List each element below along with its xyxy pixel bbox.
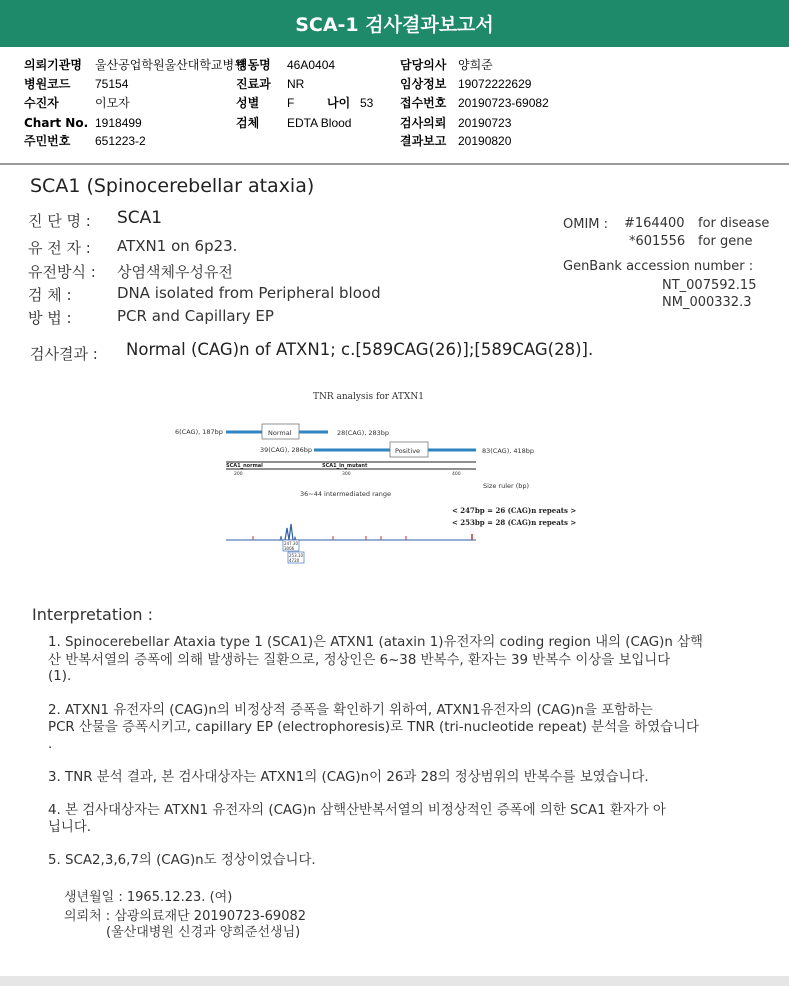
hdr-label-specimen: 검체 xyxy=(236,116,260,130)
bar-normal-label: SCA1_normal xyxy=(226,463,263,469)
hdr-value-clinical-info: 19072222629 xyxy=(458,77,532,91)
result-value: Normal (CAG)n of ATXN1; c.[589CAG(26)];[589CAG(28)]. xyxy=(126,340,594,359)
genbank-accession-2: NM_000332.3 xyxy=(662,295,752,310)
hdr-value-accession: 20190723-69082 xyxy=(458,96,549,110)
label-39cag: 39(CAG), 286bp xyxy=(260,446,313,454)
interp-item-2-line-1: 2. ATXN1 유전자의 (CAG)n의 비정상적 증폭을 확인하기 위하여, ATXN1유전자의 (CAG)n을 포함하는 xyxy=(48,703,653,718)
repeat-result-1: < 247bp = 26 (CAG)n repeats > xyxy=(452,506,577,515)
genbank-label: GenBank accession number : xyxy=(563,259,754,274)
positive-box-label: Positive xyxy=(395,447,421,455)
hdr-value-age: 53 xyxy=(360,96,374,110)
label-6cag: 6(CAG), 187bp xyxy=(175,428,223,436)
ruler-tick-200: 200 xyxy=(234,472,243,477)
peak-26cag xyxy=(285,528,289,540)
interp-item-4-line-1: 4. 본 검사대상자는 ATXN1 유전자의 (CAG)n 삼핵산반복서열의 비정상적인 증폭에 의한 SCA1 환자가 아 xyxy=(48,803,666,818)
hdr-label-hospital-code: 병원코드 xyxy=(24,77,71,91)
gene-value: ATXN1 on 6p23. xyxy=(117,237,238,255)
genbank-accession-1: NT_007592.15 xyxy=(662,278,757,293)
hdr-label-ward: 병동명 xyxy=(236,58,271,72)
interpretation-heading: Interpretation : xyxy=(32,605,153,624)
hdr-label-age: 나이 xyxy=(327,96,351,110)
referring-physician-note: (울산대병원 신경과 양희준선생님) xyxy=(106,925,301,940)
tnr-analysis-figure xyxy=(170,385,610,575)
figure-title: TNR analysis for ATXN1 xyxy=(313,392,424,402)
label-28cag: 28(CAG), 283bp xyxy=(337,429,390,437)
hdr-value-request-date: 20190723 xyxy=(458,116,512,130)
normal-box-label: Normal xyxy=(268,429,292,437)
hdr-value-resident-no: 651223-2 xyxy=(95,134,146,148)
header-divider xyxy=(0,163,789,165)
hdr-label-request-date: 검사의뢰 xyxy=(400,116,447,130)
omim-disease-note: for disease xyxy=(698,216,770,231)
referral-note: 의뢰처 : 삼광의료재단 20190723-69082 xyxy=(64,909,307,924)
ruler-tick-300: 300 xyxy=(342,472,351,477)
page-footer-bar xyxy=(0,976,789,986)
omim-gene-note: for gene xyxy=(698,234,753,249)
omim-label: OMIM : xyxy=(563,217,609,232)
hdr-label-report-date: 결과보고 xyxy=(400,134,447,148)
report-title: SCA-1 검사결과보고서 xyxy=(0,0,789,47)
hdr-value-sex: F xyxy=(287,96,295,110)
hdr-value-department: NR xyxy=(287,77,305,91)
interp-item-4-line-2: 닙니다. xyxy=(48,820,92,835)
interp-item-1-line-2: 산 반복서열의 증폭에 의해 발생하는 질환으로, 정상인은 6~38 반복수, 환자는 39 반복수 이상을 보입니다 xyxy=(48,653,671,668)
birth-date-note: 생년월일 : 1965.12.23. (여) xyxy=(64,890,233,905)
hdr-value-report-date: 20190820 xyxy=(458,134,512,148)
peak-28cag xyxy=(289,524,293,540)
method-value: PCR and Capillary EP xyxy=(117,307,274,325)
hdr-label-resident-no: 주민번호 xyxy=(24,134,71,148)
hdr-value-specimen: EDTA Blood xyxy=(287,116,352,130)
inheritance-value: 상염색체우성유전 xyxy=(117,263,233,281)
bar-mutant-label: SCA1_in_mutant xyxy=(322,463,368,469)
interp-item-1-line-3: (1). xyxy=(48,669,72,684)
omim-gene: *601556 xyxy=(629,234,686,249)
interp-item-3-line-1: 3. TNR 분석 결과, 본 검사대상자는 ATXN1의 (CAG)n이 26과 28의 정상범위의 반복수를 보였습니다. xyxy=(48,770,649,785)
hdr-label-patient: 수진자 xyxy=(24,96,59,110)
result-label: 검사결과 : xyxy=(30,345,98,363)
repeat-result-2: < 253bp = 28 (CAG)n repeats > xyxy=(452,518,577,527)
report-heading: SCA1 (Spinocerebellar ataxia) xyxy=(30,175,315,197)
hdr-label-doctor: 담당의사 xyxy=(400,58,447,72)
ruler-tick-400: 400 xyxy=(452,472,461,477)
hdr-value-ward: 46A0404 xyxy=(287,58,336,72)
hdr-value-institution: 울산공업학원울산대학교병원 xyxy=(95,58,246,72)
hdr-label-clinical-info: 임상정보 xyxy=(400,77,447,91)
method-label: 방 법 : xyxy=(28,309,72,327)
diagnosis-label: 진 단 명 : xyxy=(28,212,91,230)
peak-box-1-size: 247.30 xyxy=(284,541,298,546)
peak-box-1-height: 3006 xyxy=(284,546,295,551)
peak-box-2-size: 253.10 xyxy=(289,553,303,558)
hdr-label-department: 진료과 xyxy=(236,77,271,91)
specimen-label: 검 체 : xyxy=(28,286,72,304)
label-83cag: 83(CAG), 418bp xyxy=(482,447,535,455)
interp-item-2-line-3: . xyxy=(48,737,53,752)
hdr-label-accession: 접수번호 xyxy=(400,96,447,110)
hdr-value-chart-no: 1918499 xyxy=(95,116,142,130)
omim-disease: #164400 xyxy=(624,216,685,231)
interp-item-2-line-2: PCR 산물을 증폭시키고, capillary EP (electrophoresis)로 TNR (tri-nucleotide repeat) 분석을 하였습니다 xyxy=(48,720,699,735)
peak-box-2-height: 4720 xyxy=(289,558,300,563)
interp-item-1-line-1: 1. Spinocerebellar Ataxia type 1 (SCA1)은 ATXN1 (ataxin 1)유전자의 coding region 내의 (CAG)n 삼핵 xyxy=(48,635,703,650)
specimen-value: DNA isolated from Peripheral blood xyxy=(117,284,381,302)
diagnosis-value: SCA1 xyxy=(117,208,163,228)
hdr-value-patient: 이모자 xyxy=(95,96,130,110)
size-ruler-label: Size ruler (bp) xyxy=(483,482,530,490)
inheritance-label: 유전방식 : xyxy=(28,263,96,281)
hdr-label-chart-no: Chart No. xyxy=(24,116,89,130)
hdr-value-doctor: 양희준 xyxy=(458,58,493,72)
hdr-value-hospital-code: 75154 xyxy=(95,77,129,91)
hdr-label-sex: 성별 xyxy=(236,96,260,110)
gene-label: 유 전 자 : xyxy=(28,239,91,257)
interp-item-5-line-1: 5. SCA2,3,6,7의 (CAG)n도 정상이었습니다. xyxy=(48,853,316,868)
intermediate-range-label: 36~44 intermediated range xyxy=(300,490,391,498)
hdr-label-institution: 의뢰기관명 xyxy=(24,58,82,72)
